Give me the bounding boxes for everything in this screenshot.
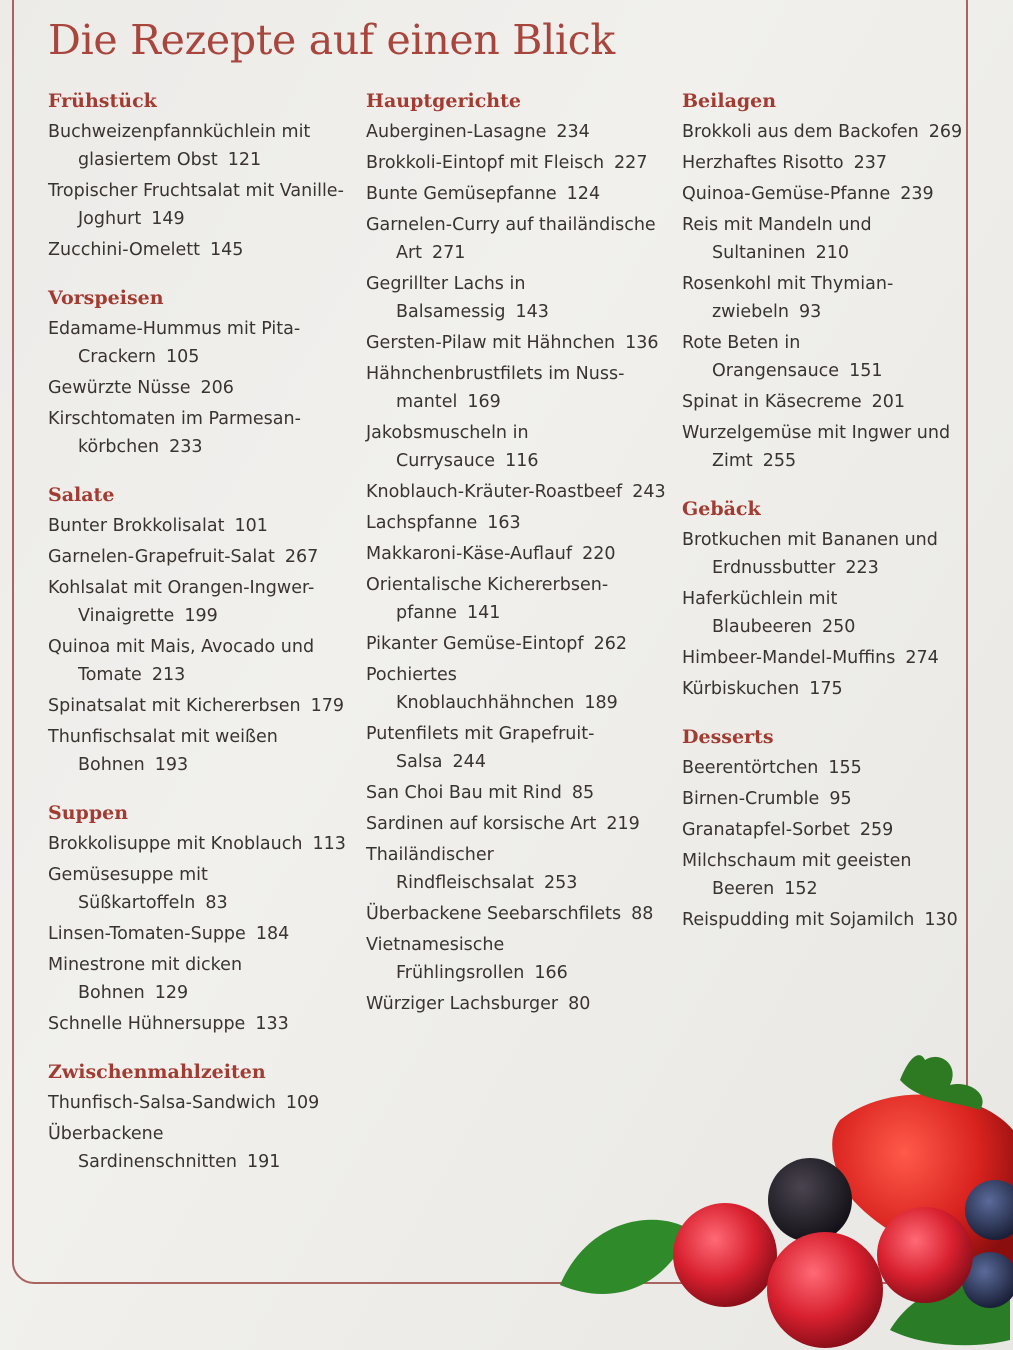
recipe-name: Würziger Lachsburger [366, 994, 559, 1014]
recipe-name: Brokkoli aus dem Backofen [682, 122, 919, 142]
page-number: 155 [828, 758, 862, 778]
recipe-name: Reis mit Mandeln und Sultaninen [682, 215, 872, 263]
recipe-name: Thunfischsalat mit weißen Bohnen [48, 727, 278, 775]
recipe-name: Reispudding mit Sojamilch [682, 910, 915, 930]
recipe-entry [48, 236, 348, 264]
recipe-entry [366, 720, 671, 776]
recipe-name: Haferküchlein mit Blaubeeren [682, 589, 838, 637]
recipe-entry [682, 906, 967, 934]
recipe-entry [682, 816, 967, 844]
recipe-name: Schnelle Hühnersuppe [48, 1014, 246, 1034]
recipe-entry [48, 512, 348, 540]
berries-illustration [540, 1040, 1013, 1350]
recipe-name: Rote Beten in Orangensauce [682, 333, 840, 381]
column-3 [682, 87, 967, 954]
recipe-entry [366, 270, 671, 326]
recipe-section [48, 481, 348, 779]
page-number: 101 [234, 516, 268, 536]
page-number: 105 [166, 347, 200, 367]
recipe-entry [366, 841, 671, 897]
recipe-entry [682, 211, 967, 267]
recipe-entry [366, 329, 671, 357]
recipe-name: Pochiertes Knoblauchhähnchen [366, 665, 575, 713]
page-number: 244 [452, 752, 486, 772]
recipe-name: Sardinen auf korsische Art [366, 814, 597, 834]
page-number: 267 [284, 547, 319, 567]
page-number: 179 [310, 696, 345, 716]
page-title: Die Rezepte auf einen Blick [48, 16, 615, 64]
recipe-entry [682, 644, 967, 672]
recipe-name: Brokkoli-Eintopf mit Fleisch [366, 153, 605, 173]
page-number: 262 [593, 634, 627, 654]
page-number: 189 [584, 693, 618, 713]
section-heading: Vorspeisen [48, 287, 164, 309]
section-heading: Hauptgerichte [366, 90, 521, 112]
recipe-entry [366, 478, 671, 506]
recipe-entry [366, 118, 671, 146]
page-number: 121 [227, 150, 262, 170]
page-number: 143 [515, 302, 549, 322]
page-number: 130 [924, 910, 958, 930]
page-number: 88 [631, 904, 654, 924]
recipe-name: Makkaroni-Käse-Auflauf [366, 544, 573, 564]
recipe-name: Himbeer-Mandel-Muffins [682, 648, 896, 668]
recipe-entry [366, 900, 671, 928]
recipe-name: Überbackene Seebarschfilets [366, 904, 622, 924]
raspberry [673, 1203, 777, 1307]
recipe-name: Bunte Gemüsepfanne [366, 184, 557, 204]
recipe-entry [48, 543, 348, 571]
page-number: 250 [822, 617, 856, 637]
recipe-entry [366, 360, 671, 416]
recipe-entry [366, 571, 671, 627]
page-number: 269 [928, 122, 963, 142]
recipe-name: Spinatsalat mit Kichererbsen [48, 696, 301, 716]
recipe-section [48, 87, 348, 264]
recipe-section [682, 87, 967, 475]
recipe-name: Beerentörtchen [682, 758, 819, 778]
recipe-name: Milchschaum mit geeisten Beeren [682, 851, 912, 899]
page-number: 220 [582, 544, 616, 564]
page-number: 271 [432, 243, 466, 263]
page-number: 145 [209, 240, 244, 260]
recipe-entry [366, 149, 671, 177]
recipe-name: Putenfilets mit Grapefruit-Salsa [366, 724, 595, 772]
recipe-entry [48, 861, 348, 917]
recipe-name: Minestrone mit dicken Bohnen [48, 955, 243, 1003]
page-number: 116 [505, 451, 539, 471]
page-number: 166 [534, 963, 568, 983]
page-number: 80 [568, 994, 591, 1014]
recipe-entry [48, 1120, 348, 1176]
page-number: 206 [200, 378, 234, 398]
recipe-name: Gewürzte Nüsse [48, 378, 191, 398]
recipe-entry [682, 329, 967, 385]
column-2 [366, 87, 671, 1038]
column-1 [48, 87, 348, 1196]
page-number: 223 [845, 558, 879, 578]
recipe-name: Zucchini-Omelett [48, 240, 200, 260]
recipe-entry [682, 419, 967, 475]
recipe-name: Garnelen-Grapefruit-Salat [48, 547, 275, 567]
recipe-name: Buchweizenpfannküchlein mit glasiertem Obst [48, 122, 311, 170]
blackberry [768, 1158, 852, 1242]
page-number: 237 [853, 153, 887, 173]
recipe-name: Kirschtomaten im Parmesan-körbchen [48, 409, 301, 457]
page-number: 199 [184, 606, 218, 626]
recipe-name: Auberginen-Lasagne [366, 122, 547, 142]
recipe-entry [48, 1010, 348, 1038]
recipe-name: San Choi Bau mit Rind [366, 783, 562, 803]
recipe-entry [48, 118, 348, 174]
recipe-name: Hähnchenbrustfilets im Nuss-mantel [366, 364, 625, 412]
recipe-entry [366, 931, 671, 987]
recipe-name: Thunfisch-Salsa-Sandwich [48, 1093, 276, 1113]
page-number: 163 [487, 513, 521, 533]
page-number: 152 [784, 879, 818, 899]
recipe-name: Überbackene Sardinenschnitten [48, 1124, 238, 1172]
recipe-section [48, 799, 348, 1038]
recipe-entry [366, 630, 671, 658]
recipe-entry [682, 388, 967, 416]
page-number: 234 [556, 122, 590, 142]
recipe-entry [48, 633, 348, 689]
recipe-entry [682, 754, 967, 782]
recipe-entry [48, 405, 348, 461]
recipe-entry [366, 509, 671, 537]
page-number: 141 [466, 603, 501, 623]
section-heading: Beilagen [682, 90, 777, 112]
recipe-name: Gemüsesuppe mit Süßkartoffeln [48, 865, 208, 913]
recipe-entry [682, 675, 967, 703]
page-number: 151 [849, 361, 883, 381]
page-number: 259 [859, 820, 894, 840]
page-number: 83 [205, 893, 228, 913]
recipe-name: Garnelen-Curry auf thailändische Art [366, 215, 656, 263]
recipe-entry [366, 661, 671, 717]
recipe-entry [48, 723, 348, 779]
page-number: 243 [632, 482, 666, 502]
recipe-entry [366, 419, 671, 475]
raspberry [767, 1232, 883, 1348]
page-number: 124 [566, 184, 601, 204]
recipe-name: Granatapfel-Sorbet [682, 820, 850, 840]
recipe-entry [366, 540, 671, 568]
recipe-name: Bunter Brokkolisalat [48, 516, 225, 536]
page-number: 201 [871, 392, 906, 412]
page-number: 95 [829, 789, 852, 809]
recipe-entry [48, 830, 348, 858]
recipe-section [366, 87, 671, 1018]
section-heading: Zwischenmahlzeiten [48, 1061, 266, 1083]
page-number: 274 [905, 648, 939, 668]
recipe-section [48, 284, 348, 461]
page-number: 149 [151, 209, 185, 229]
page-number: 255 [762, 451, 797, 471]
recipe-name: Rosenkohl mit Thymian-zwiebeln [682, 274, 894, 322]
recipe-entry [48, 374, 348, 402]
section-heading: Frühstück [48, 90, 157, 112]
page-number: 233 [169, 437, 203, 457]
page-number: 175 [809, 679, 843, 699]
page-number: 129 [154, 983, 189, 1003]
recipe-name: Brokkolisuppe mit Knoblauch [48, 834, 303, 854]
recipe-entry [48, 1089, 348, 1117]
recipe-name: Quinoa-Gemüse-Pfanne [682, 184, 891, 204]
recipe-name: Quinoa mit Mais, Avocado und Tomate [48, 637, 315, 685]
recipe-name: Linsen-Tomaten-Suppe [48, 924, 246, 944]
recipe-entry [682, 847, 967, 903]
recipe-name: Birnen-Crumble [682, 789, 820, 809]
recipe-entry [366, 779, 671, 807]
page-number: 93 [798, 302, 822, 322]
page-number: 227 [614, 153, 648, 173]
section-heading: Gebäck [682, 498, 761, 520]
recipe-name: Tropischer Fruchtsalat mit Vanille-Joghurt [48, 181, 344, 229]
page-number: 184 [255, 924, 290, 944]
page-number: 109 [285, 1093, 320, 1113]
section-heading: Salate [48, 484, 115, 506]
recipe-name: Kohlsalat mit Orangen-Ingwer-Vinaigrette [48, 578, 315, 626]
recipe-name: Jakobsmuscheln in Currysauce [366, 423, 529, 471]
page-number: 169 [467, 392, 501, 412]
recipe-section [48, 1058, 348, 1176]
recipe-name: Spinat in Käsecreme [682, 392, 862, 412]
recipe-entry [682, 526, 967, 582]
recipe-name: Orientalische Kichererbsen-pfanne [366, 575, 609, 623]
recipe-name: Edamame-Hummus mit Pita-Crackern [48, 319, 301, 367]
section-heading: Desserts [682, 726, 774, 748]
recipe-entry [682, 180, 967, 208]
page-number: 133 [255, 1014, 289, 1034]
recipe-entry [366, 810, 671, 838]
recipe-name: Thailändischer Rindfleischsalat [366, 845, 534, 893]
recipe-name: Vietnamesische Frühlingsrollen [366, 935, 525, 983]
recipe-name: Gegrillter Lachs in Balsamessig [366, 274, 526, 322]
recipe-entry [48, 692, 348, 720]
recipe-entry [366, 211, 671, 267]
recipe-entry [366, 990, 671, 1018]
recipe-entry [682, 785, 967, 813]
page-number: 136 [625, 333, 659, 353]
recipe-entry [48, 920, 348, 948]
page-number: 210 [815, 243, 849, 263]
leaf-left [560, 1220, 690, 1294]
recipe-name: Brotkuchen mit Bananen und Erdnussbutter [682, 530, 938, 578]
recipe-section [682, 723, 967, 934]
recipe-entry [48, 315, 348, 371]
recipe-entry [682, 585, 967, 641]
recipe-entry [48, 574, 348, 630]
recipe-entry [366, 180, 671, 208]
page-number: 193 [154, 755, 189, 775]
recipe-entry [682, 118, 967, 146]
recipe-entry [48, 951, 348, 1007]
recipe-name: Lachspfanne [366, 513, 478, 533]
page-number: 85 [571, 783, 595, 803]
recipe-entry [682, 270, 967, 326]
recipe-name: Herzhaftes Risotto [682, 153, 844, 173]
section-heading: Suppen [48, 802, 129, 824]
page-number: 219 [606, 814, 640, 834]
page-number: 213 [151, 665, 186, 685]
recipe-section [682, 495, 967, 703]
recipe-entry [48, 177, 348, 233]
recipe-entry [682, 149, 967, 177]
recipe-name: Kürbiskuchen [682, 679, 800, 699]
recipe-name: Knoblauch-Kräuter-Roastbeef [366, 482, 623, 502]
page-number: 239 [900, 184, 934, 204]
page-number: 253 [544, 873, 578, 893]
raspberry [877, 1207, 973, 1303]
recipe-name: Wurzelgemüse mit Ingwer und Zimt [682, 423, 951, 471]
page-number: 113 [312, 834, 346, 854]
recipe-name: Gersten-Pilaw mit Hähnchen [366, 333, 616, 353]
page-number: 191 [247, 1152, 281, 1172]
recipe-name: Pikanter Gemüse-Eintopf [366, 634, 584, 654]
